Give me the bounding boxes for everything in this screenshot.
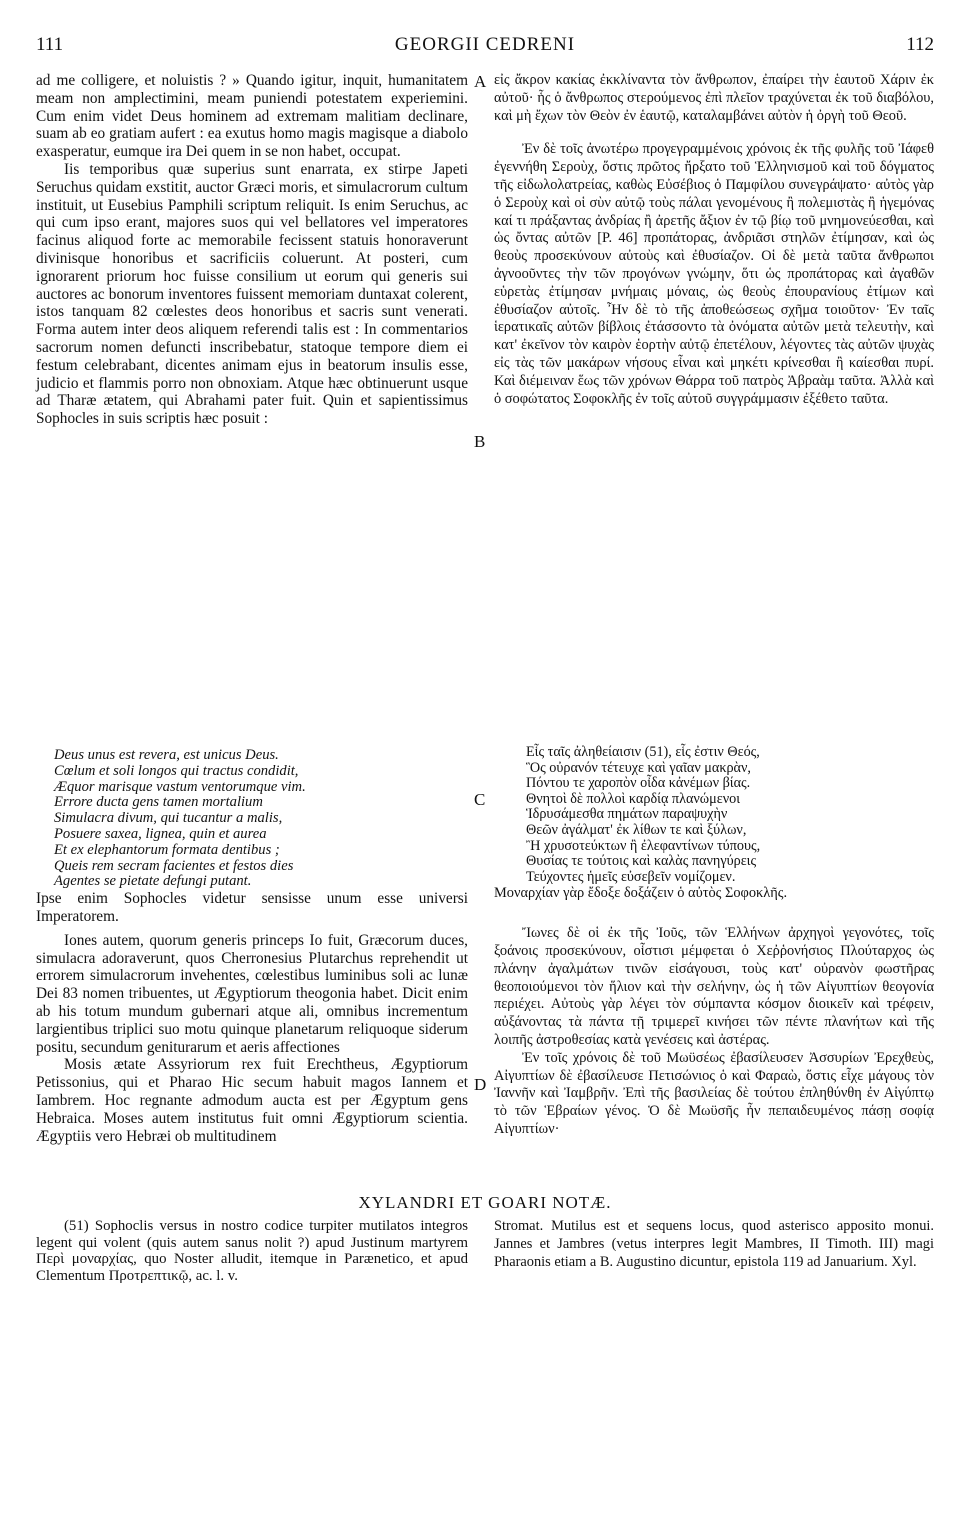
notes-title: XYLANDRI ET GOARI NOTÆ.: [358, 1193, 612, 1212]
latin-verse-block: [36, 748, 468, 1145]
footnote-left: [36, 1218, 468, 1284]
latin-verse: [36, 748, 468, 890]
greek-verse-line: Εἷς ταῖς ἀληθείαισιν (51), εἷς ἐστιν Θεός,: [526, 744, 760, 760]
greek-verse-line: Ἢ χρυσοτεύκτων ἢ ἐλεφαντίνων τύπους,: [526, 837, 761, 854]
latin-paragraph-2: Iis temporibus quæ superius sunt enarrata, ex stirpe Japeti Seruchus quidam exstitit, auctor Græci moris, et simulacrorum cultum instituit, ut Eusebius Pamphili scriptum reliquit. Is enim Seruchus, ac qui cum ipso erant, majores suos qui vel bellatores vel imperatores facinus aliquod forte ac memorabile fecissent statuis honoraverunt divinisque honoribus et sacrificiis coluerunt. At posteri, cum ignorarent priorum hoc fuisse consilium ut eorum qui generis sui auctores ac bonorum inventores fuissent memoriam duntaxat colerent, istos tanquam 82 cœlestes deos honoribus et sacris sunt venerati. Forma autem inter deos aliquem referendi talis est : In commentarios sacrorum nomen defuncti inscribebatur, statoque tempore diem ei festum celebrabant, dicentes animam ejus in beatorum insulis esse, judicio et flammis porro non obnoxiam. Atque hæc obtinuerunt usque ad Tharæ ætatem, qui Abrahami pater fuit. Quin et sapientissimus Sophocles in suis scriptis hæc posuit :: [36, 160, 468, 428]
footnote-left-text: (51) Sophoclis versus in nostro codice turpiter mutilatos integros legent qui volent (quis autem sanus nolit ?) apud Justinum martyrem Περὶ μοναρχίας, quo Noster alludit, itemque in Parænetico, et apud Clementum Προτρεπτικῷ, ac. l. v.: [36, 1218, 468, 1284]
latin-paragraph-4: Iones autem, quorum generis princeps Io fuit, Græcorum duces, simulacra adoraverunt, quos Cherronesius Plutarchus reprehendit ut errorem simulacrorum invehentes, cœlestibus luminibus soli ac lunæ Dei 83 nomen tribuentes, ut Ægyptiorum theogonia habet. Dicit enim ab his totum mundum gubernari atque ali, omnibus incrementum largientibus triplici suo motu quinque planetarum reliquoque siderum positu, secundum geniturarum et aeris affectiones: [36, 931, 468, 1056]
greek-paragraph-4: Ἴωνες δὲ οἱ ἐκ τῆς Ἰοῦς, τῶν Ἑλλήνων ἀρχηγοὶ γεγονότες, τοῖς ξοάνοις προσεκύνουν, οἷστισι μέμφεται ὁ Χεῤῥονήσιος Πλούταρχος ὡς πλάνην ἀγαλμάτων τινῶν εἰσάγουσι, τοὺς κατ' οὐρανὸν φωστῆρας θεοποιούμενοι τὸν ἥλιον καὶ τὴν σελήνην, ὡς ἡ τῶν Αἰγυπτίων θεογονία περιέχει. Αὐτοὺς γὰρ λέγει τὸν σύμπαντα κόσμον διοικεῖν καὶ τρέφειν, αὐξάνοντας τὰ πάντα τῇ τριμερεῖ κινήσει τῶν πέντε πλανήτων καὶ τῆς λοιπῆς ἀστροθεσίας κατὰ γενέσεις καὶ ἀστέρας.: [494, 925, 934, 1048]
greek-verse: [494, 745, 934, 885]
left-page-number: 111: [36, 34, 64, 55]
latin-verse-line: Cœlum et soli longos qui tractus condidit,: [54, 762, 299, 779]
running-header: [36, 34, 934, 60]
greek-paragraph-5: Ἐν τοῖς χρόνοις δὲ τοῦ Μωϋσέως ἐβασίλευσεν Ἀσσυρίων Ἐρεχθεὺς, Αἰγυπτίων δὲ ἐβασίλευσε Πετισώνιος ὁ καὶ Φαραὼ, ὅστις εἶχε μάγους τὸν Ἰαννῆν καὶ Ἰαμβρῆν. Ἐπὶ τῆς βασιλείας δὲ τούτου ἐπληθύνθη ἐν Αἰγύπτῳ τὸ τῶν Ἑβραίων γένος. Ὁ δὲ Μωϋσῆς ἦν πεπαιδευμένος πάσῃ σοφίᾳ Αἰγυπτίων·: [494, 1049, 934, 1137]
latin-verse-line: Simulacra divum, qui tucantur a malis,: [54, 810, 283, 827]
right-page-number: 112: [906, 34, 934, 55]
margin-marker-a: A: [474, 72, 487, 91]
greek-paragraph-1: εἰς ἄκρον κακίας ἐκκλίναντα τὸν ἄνθρωπον, ἐπαίρει τὴν ἑαυτοῦ Χάριν ἐκ αὐτοῦ· ἧς ὁ ἄνθρωπος στερούμενος ἐπὶ πλεῖον τραχύνεται ἐκ τοῦ διαβόλου, καὶ μὴ ἔχων τὸν Θεὸν ἐν ἑαυτῷ, καταλαμβάνει αὐτὸν ἡ ὀργὴ τοῦ Θεοῦ.: [494, 72, 934, 124]
margin-marker-b: B: [474, 432, 486, 451]
latin-verse-line: Deus unus est revera, est unicus Deus.: [54, 747, 279, 763]
latin-paragraph-3: Ipse enim Sophocles videtur sensisse unum esse universi Imperatorem.: [36, 890, 468, 925]
margin-marker-c: C: [474, 790, 486, 809]
latin-paragraph-1: ad me colligere, et noluistis ? » Quando igitur, inquit, humanitatem meam non amplectimini, meam puniendi potestatem experiemini. Cum enim videt Deus hominem ad extremam malitiam declinare, suam ab eo gratiam aufert : ea exutus homo magis magisque a diabolo exasperatur, eumque ira Dei quem in se non habet, occupat.: [36, 72, 468, 161]
latin-verse-line: Posuere saxea, lignea, quin et aurea: [54, 825, 267, 842]
greek-verse-block: [494, 745, 934, 1139]
greek-verse-line: Ἱδρυσάμεσθα πημάτων παραψυχὴν: [526, 806, 728, 823]
greek-paragraph-3: Μοναρχίαν γὰρ ἔδοξε δοξάζειν ὁ αὐτὸς Σοφοκλῆς.: [494, 885, 788, 902]
latin-verse-line: Agentes se pietate defungi putant.: [54, 873, 252, 890]
footnote-right: [494, 1218, 934, 1271]
greek-verse-line: Τεύχοντες ἡμεῖς εὐσεβεῖν νομίζομεν.: [526, 868, 736, 885]
greek-verse-line: Πόντου τε χαροπὸν οἶδα κἀνέμων βίας.: [526, 775, 751, 792]
running-title: GEORGII CEDRENI: [394, 34, 576, 55]
greek-verse-line: Θυσίας τε τούτοις καὶ καλὰς πανηγύρεις: [526, 853, 757, 870]
greek-verse-line: Ὃς οὐρανόν τέτευχε καὶ γαῖαν μακρὰν,: [526, 759, 751, 776]
latin-paragraph-5: Mosis ætate Assyriorum rex fuit Erechtheus, Ægyptiorum Petissonius, qui et Pharao Hic secum habuit magos Iannem et Iambrem. Hoc regnante admodum aucta est per Ægyptum gens Hebraica. Moses autem institutus fuit omni Ægyptiorum scientia. Ægyptiis vero Hebræi ob multitudinem: [36, 1056, 468, 1145]
latin-verse-line: Queis rem secram facientes et festos dies: [54, 857, 294, 874]
greek-verse-line: Θεῶν ἀγάλματ' ἐκ λίθων τε καὶ ξύλων,: [526, 821, 747, 838]
greek-paragraph-2: Ἐν δὲ τοῖς ἀνωτέρω προγεγραμμένοις χρόνοις ἐκ τῆς φυλῆς τοῦ Ἰάφεθ ἐγεννήθη Σεροὺχ, ὅστις πρῶτος ἤρξατο τοῦ Ἑλληνισμοῦ καὶ τοῦ δόγματος τῆς εἰδωλολατρείας, καθὼς Εὐσέβιος ὁ Παμφίλου συνεγράψατο· αὐτὸς γὰρ ὁ Σεροὺχ καὶ οἱ σὺν αὐτῷ τοὺς πάλαι γενομένους ἢ πολεμιστὰς ἢ ἡγεμόνας καί τι πράξαντας ἀνδρίας ἢ ἀρετῆς ἄξιον ἐν τῷ βίῳ τοῦ μνημονεύεσθαι, καὶ ὡς ὄντας αὐτῶν [P. 46] προπάτορας, ἀνδριᾶσι στηλῶν ἐτίμησαν, καὶ ὡς θεοὺς προσεκύνουν αὐτοὺς καὶ ἐθυσίαζον. Οἱ δὲ μετὰ ταῦτα ἄνθρωποι ἀγνοοῦντες τὴν τῶν προγόνων γνώμην, ὅτι ὡς προπάτορας καὶ ἀγαθῶν εὑρετὰς ἐτίμησαν μνήμαις μόναις, ὡς θεοὺς ἐπουρανίους ἐτίμων καὶ ἐθυσίαζον αὐτοῖς. Ἦν δὲ τὸ τῆς ἀποθεώσεως σχῆμα τοιοῦτον· Ἐν ταῖς ἱερατικαῖς αὐτῶν βίβλοις ἐτάσσοντο τὰ ὀνόματα αὐτῶν μετὰ τελευτὴν, καὶ κατ' ἐκεῖνον τὸν καιρὸν ἑορτὴν αὐτῷ ἐπετέλουν, λέγοντες τὰς αὐτῶν ψυχὰς εἰς τὰς τῶν μακάρων νήσους εἶναι καὶ μηκέτι κρίνεσθαι ἢ καίεσθαι πυρί. Καὶ διέμειναν ἕως τῶν χρόνων Θάρρα τοῦ πατρὸς Ἀβραὰμ ταῦτα. Ἀλλὰ καὶ ὁ σοφώτατος Σοφοκλῆς ἐν τοῖς αὐτοῦ συγγράμμασιν ἐξέθετο ταῦτα.: [494, 141, 934, 407]
greek-verse-line: Θνητοὶ δὲ πολλοὶ καρδίᾳ πλανώμενοι: [526, 790, 741, 807]
greek-column-upper: [494, 72, 934, 408]
latin-verse-line: Errore ducta gens tamen mortalium: [54, 794, 263, 811]
latin-verse-line: Æquor marisque vastum ventorumque vim.: [54, 778, 306, 795]
footnote-right-text: Stromat. Mutilus est et sequens locus, quod asterisco apposito monui. Jannes et Jambres (vetus interpres legit Mambres, II Timoth. III) magi Pharaonis etiam a B. Augustino dicuntur, epistola 119 ad Januarium. Xyl.: [494, 1218, 934, 1270]
margin-marker-d: D: [474, 1075, 487, 1094]
latin-column-upper: [36, 72, 468, 428]
latin-verse-line: Et ex elephantorum formata dentibus ;: [54, 841, 280, 858]
